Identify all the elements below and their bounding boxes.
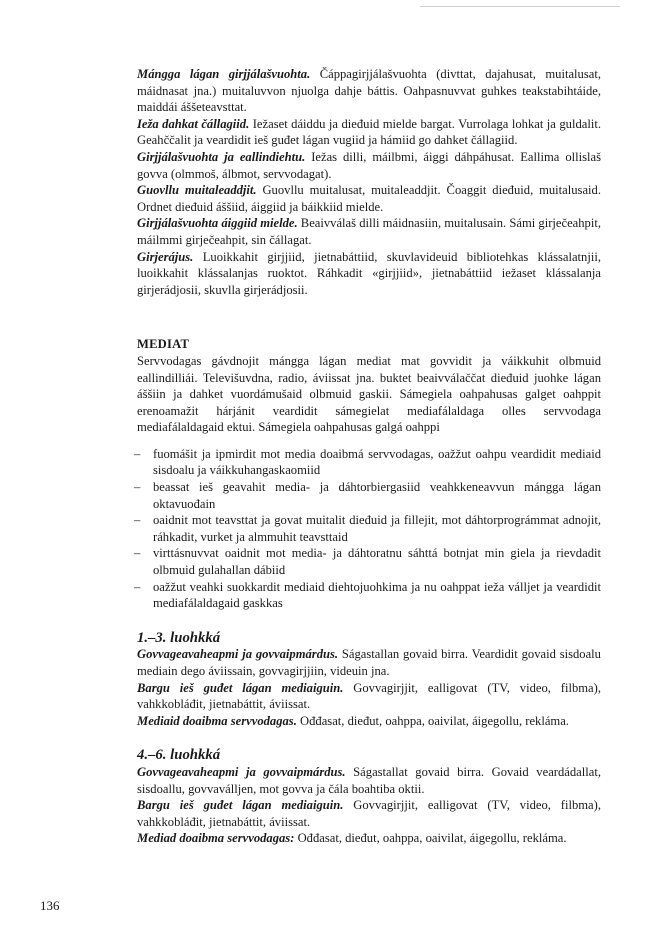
page-number: 136: [40, 898, 60, 913]
list-item: – virttásnuvvat oaidnit mot media- ja dáhtoratnu sáhttá botnjat min giela ja rievdadit olbmuid gulahallan dábiid: [137, 545, 601, 578]
grade-item-lead: Mediaid doaibma servvodagas.: [137, 713, 297, 728]
grade-heading: 4.–6. luohkká: [137, 747, 221, 764]
topic-paragraph: [137, 66, 601, 116]
media-goals-list: [137, 446, 601, 612]
grade-item: [137, 797, 601, 830]
grade-item-lead: Govvageavaheapmi ja govvaipmárdus.: [137, 647, 339, 662]
page-edge-rule: [420, 6, 620, 7]
grade-item: [137, 680, 601, 713]
list-item: – beassat ieš geavahit media- ja dáhtorbiergasiid veahkkeneavvun mángga lágan oktavuođain: [137, 479, 601, 512]
media-intro: Servvodagas gávdnojit mángga lágan mediat mat govvidit ja váikkuhit olbmuid eallindilliái. Televišuvdna, radio, áviissat jna. buktet beaivválaččat dieđuid juohke lágan áššiin ja dahket vuordámušaid olbmuid gaskii. Sámegiela oahpahusas galget oahppit erenoamažit hárjánit veardidit sámegielat mediafálaldaga olles servvodaga mediafálaldagaid ektui. Sámegiela oahpahusas galgá oahppi: [137, 353, 601, 435]
grade-item-text: Ođđasat, dieđut, oahppa, oaivilat, áigegollu, rekláma.: [297, 831, 567, 846]
topics-block: [137, 66, 601, 298]
grade-item-text: Ságastallat govaid birra. Govaid veardádallat, sisdoallu, govvaválljen, mot govva ja čála boahtiba oktii.: [137, 764, 601, 796]
grade-item: [137, 646, 601, 679]
grade-item-text: Ođđasat, dieđut, oahppa, oaivilat, áigegollu, rekláma.: [300, 713, 569, 728]
topic-text: Iežas dilli, máilbmi, áiggi dáhpáhusat. Eallima ollislaš govva (olmmoš, álbmot, servvodagat).: [137, 149, 602, 181]
list-item: – fuomášit ja ipmirdit mot media doaibmá servvodagas, oažžut oahpu veardidit mediaid sisdoalu ja váikkuhangaskaomiid: [137, 446, 601, 479]
topic-text: Luoikkahit girjjiid, jietnabáttiid, skuvlavideuid bibliotehkas klássalatnjii, luoikkahit klássalanjas ruoktot. Ráhkadit «girjjiid», jietnabáttiid iežaset klássalanja girjerádjosii, skuvlla girjerádjosii.: [137, 249, 601, 297]
topic-paragraph: [137, 249, 601, 299]
grade-item: [137, 830, 601, 847]
grade-item: [137, 764, 601, 797]
grade-section: [137, 630, 601, 730]
topic-lead: Ieža dahkat čállagiid.: [137, 116, 250, 131]
topic-text: Beaivválaš dilli máidnasiin, muitalusain. Sámi girječeahpit, máilmmi girječeahpit, sin čállagat.: [137, 216, 601, 247]
grade-item-lead: Govvageavaheapmi ja govvaipmárdus.: [137, 764, 346, 779]
topic-paragraph: [137, 149, 601, 182]
grade-item-text: Govvagirjjit, ealligovat (TV, video, filbma), vahkkobláđit, jietnabáttit, áviissat.: [137, 680, 601, 712]
list-item: – oaidnit mot teavsttat ja govat muitalit dieđuid ja fillejit, mot dáhtorprográmmat adnojit, ráhkadit, vurket ja almmuhit teavsttaid: [137, 512, 601, 545]
topic-text: Čáppagirjjálašvuohta (divttat, dajahusat, muitalusat, máidnasat jna.) muitaluvvon njuolga dahje báttis. Oahpasnuvvat guhkes teakstabihtáide, maiddái áššeteavsttat.: [137, 67, 601, 115]
topic-lead: Mángga lágan girjjálašvuohta.: [137, 67, 311, 81]
grade-item-lead: Mediad doaibma servvodagas:: [137, 831, 295, 846]
list-item: – oažžut veahki suokkardit mediaid diehtojuohkima ja nu oahppat ieža válljet ja veardidit mediafálaldagaid gaskkas: [137, 579, 601, 612]
grade-heading: 1.–3. luohkká: [137, 629, 221, 646]
topic-paragraph: [137, 215, 601, 248]
topic-paragraph: [137, 182, 601, 215]
grade-item-text: Ságastallan govaid birra. Veardidit govaid sisdoalu mediain dego áviissain, govvagirjjiin, videuin jna.: [137, 647, 601, 678]
topic-paragraph: [137, 116, 601, 149]
grade-section: [137, 747, 601, 847]
grade-item-text: Govvagirjjit, ealligovat (TV, video, filbma), vahkkobláđit, jietnabáttit, áviissat.: [137, 798, 601, 829]
topic-lead: Girjjálašvuohta áiggiid mielde.: [137, 216, 298, 231]
topic-text: Iežaset dáiddu ja dieđuid mielde bargat. Vurrolaga lohkat ja guldalit. Geahččalit ja veardidit ieš guđet lágan vugiid ja hámiid go dahket čállagiid.: [137, 116, 601, 148]
topic-text: Guovllu muitalusat, muitaleaddjit. Čoaggit dieđuid, muitalusaid. Ordnet dieđuid áššiid, áiggiid ja báikkiid mielde.: [137, 183, 601, 214]
grade-item: [137, 713, 601, 730]
grade-item-lead: Bargu ieš guđet lágan mediaiguin.: [137, 680, 344, 695]
media-section: [137, 336, 601, 612]
topic-lead: Girjerájus.: [137, 249, 194, 264]
section-heading: MEDIAT: [137, 337, 190, 352]
page-body: [137, 66, 601, 847]
grade-item-lead: Bargu ieš guđet lágan mediaiguin.: [137, 798, 344, 813]
topic-lead: Girjjálašvuohta ja eallindiehtu.: [137, 149, 306, 164]
topic-lead: Guovllu muitaleaddjit.: [137, 183, 257, 198]
